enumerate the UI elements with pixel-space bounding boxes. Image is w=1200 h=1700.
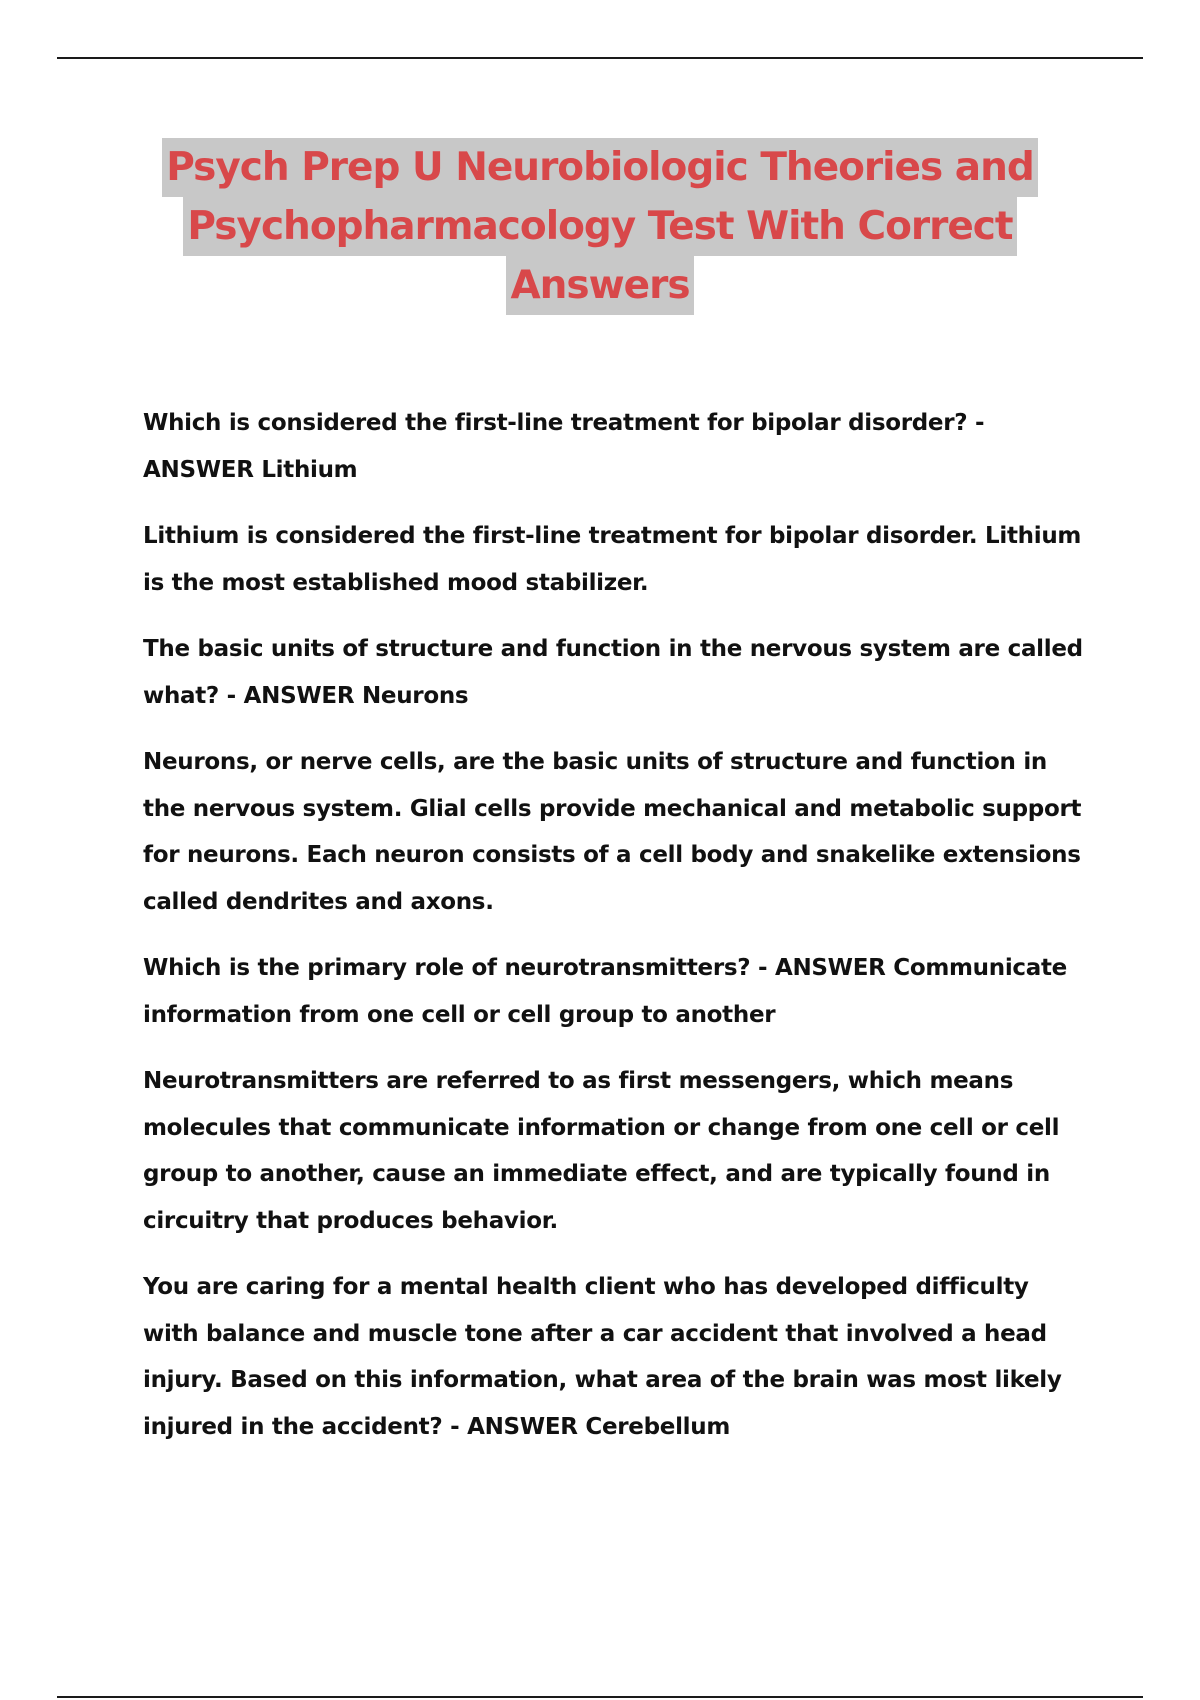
question-neurotransmitters: Which is the primary role of neurotransmitters? - ANSWER Communicate information from one cell or cell group to another [143, 955, 1067, 1028]
question-basic-units: The basic units of structure and function in the nervous system are called what? - ANSWER Neurons [143, 636, 1083, 709]
document-body [143, 400, 1083, 1470]
title-line-3: Answers [506, 256, 693, 315]
explanation-neurons: Neurons, or nerve cells, are the basic units of structure and function in the nervous system. Glial cells provide mechanical and metabolic support for neurons. Each neuron consists of a cell body and snakelike extensions called dendrites and axons. [143, 749, 1082, 915]
document-title [100, 138, 1100, 315]
title-line-2: Psychopharmacology Test With Correct [183, 197, 1016, 256]
explanation-neurotransmitters: Neurotransmitters are referred to as first messengers, which means molecules that communicate information or change from one cell or cell group to another, cause an immediate effect, and are typically found in circuitry that produces behavior. [143, 1068, 1060, 1234]
title-line-1: Psych Prep U Neurobiologic Theories and [162, 138, 1038, 197]
explanation-lithium: Lithium is considered the first-line treatment for bipolar disorder. Lithium is the most established mood stabilizer. [143, 523, 1082, 596]
question-bipolar-treatment: Which is considered the first-line treatment for bipolar disorder? - ANSWER Lithium [143, 410, 985, 483]
header-rule [57, 57, 1143, 59]
footer-rule [57, 1696, 1143, 1698]
question-cerebellum: You are caring for a mental health client who has developed difficulty with balance and muscle tone after a car accident that involved a head injury. Based on this information, what area of the brain was most likely injured in the accident? - ANSWER Cerebellum [143, 1274, 1062, 1440]
